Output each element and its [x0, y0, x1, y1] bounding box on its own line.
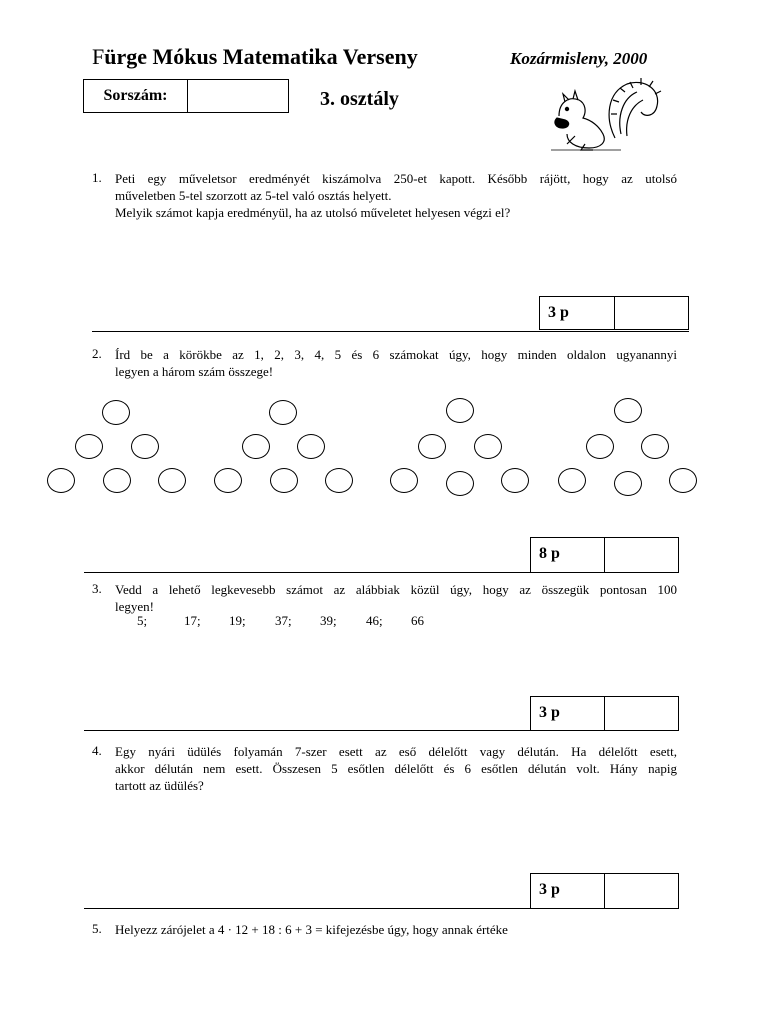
- number-option: 19;: [229, 613, 246, 628]
- circle-slot[interactable]: [558, 468, 586, 493]
- circle-slot[interactable]: [641, 434, 669, 459]
- circle-slot[interactable]: [586, 434, 614, 459]
- circle-slot[interactable]: [325, 468, 353, 493]
- circle-slot[interactable]: [270, 468, 298, 493]
- number-option: 17;: [184, 613, 201, 628]
- task-4-score-box[interactable]: [530, 873, 679, 909]
- place-year: Kozármisleny, 2000: [510, 49, 648, 68]
- task-4-text: Egy nyári üdülés folyamán 7-szer esett az eső délelőtt vagy délután. Ha délelőtt esett, akkor délután nem esett. Összesen 5 esőtlen délelőtt és 6 esőtlen délután volt. Hány napig tartott az üdülés?: [115, 744, 677, 793]
- task-2-points: 8 p: [531, 538, 605, 572]
- task-5-text: Helyezz zárójelet a 4 · 12 + 18 : 6 + 3 = kifejezésbe úgy, hogy annak értéke: [115, 922, 508, 937]
- number-option: 37;: [275, 613, 292, 628]
- task-5-number: 5.: [92, 921, 102, 936]
- task-1-points: 3 p: [540, 297, 615, 329]
- task-1-divider: [92, 331, 689, 332]
- circle-slot[interactable]: [390, 468, 418, 493]
- circle-slot[interactable]: [418, 434, 446, 459]
- sorszam-label: Sorszám:: [84, 80, 188, 112]
- task-4-number: 4.: [92, 743, 102, 758]
- task-1-text: Peti egy műveletsor eredményét kiszámolva 250-et kapott. Később rájött, hogy az utolsó műveletben 5-tel szorzott az 5-tel való osztás helyett. Melyik számot kapja eredményül, ha az utolsó műveletet helyesen végzi el?: [115, 171, 677, 220]
- circle-slot[interactable]: [614, 398, 642, 423]
- grade-label: 3. osztály: [320, 88, 399, 110]
- circle-slot[interactable]: [474, 434, 502, 459]
- circle-slot[interactable]: [501, 468, 529, 493]
- circle-slot[interactable]: [103, 468, 131, 493]
- task-1-score-box[interactable]: [539, 296, 689, 330]
- circle-slot[interactable]: [446, 471, 474, 496]
- circle-slot[interactable]: [242, 434, 270, 459]
- circle-slot[interactable]: [446, 398, 474, 423]
- task-4-points: 3 p: [531, 874, 605, 908]
- squirrel-icon: [545, 78, 663, 153]
- circle-slot[interactable]: [269, 400, 297, 425]
- task-2-score-box[interactable]: [530, 537, 679, 573]
- task-3-score-box[interactable]: [530, 696, 679, 731]
- number-option: 66: [411, 613, 424, 628]
- circle-slot[interactable]: [102, 400, 130, 425]
- task-2-text: Írd be a körökbe az 1, 2, 3, 4, 5 és 6 számokat úgy, hogy minden oldalon ugyanannyi legyen a három szám összege!: [115, 347, 677, 379]
- task-1-number: 1.: [92, 170, 102, 185]
- circle-slot[interactable]: [75, 434, 103, 459]
- circle-slot[interactable]: [47, 468, 75, 493]
- circle-slot[interactable]: [297, 434, 325, 459]
- sorszam-field[interactable]: [83, 79, 289, 113]
- circle-slot[interactable]: [158, 468, 186, 493]
- number-option: 5;: [137, 613, 148, 628]
- page-title: Fürge Mókus Matematika Verseny: [92, 44, 418, 69]
- circle-slot[interactable]: [131, 434, 159, 459]
- task-3-number: 3.: [92, 581, 102, 596]
- circle-slot[interactable]: [614, 471, 642, 496]
- number-option: 46;: [366, 613, 383, 628]
- task-2-number: 2.: [92, 346, 102, 361]
- number-option: 39;: [320, 613, 337, 628]
- circle-slot[interactable]: [214, 468, 242, 493]
- task-3-points: 3 p: [531, 697, 605, 730]
- task-3-text: Vedd a lehető legkevesebb számot az alábbiak közül úgy, hogy az összegük pontosan 100 legyen!: [115, 582, 677, 614]
- circle-slot[interactable]: [669, 468, 697, 493]
